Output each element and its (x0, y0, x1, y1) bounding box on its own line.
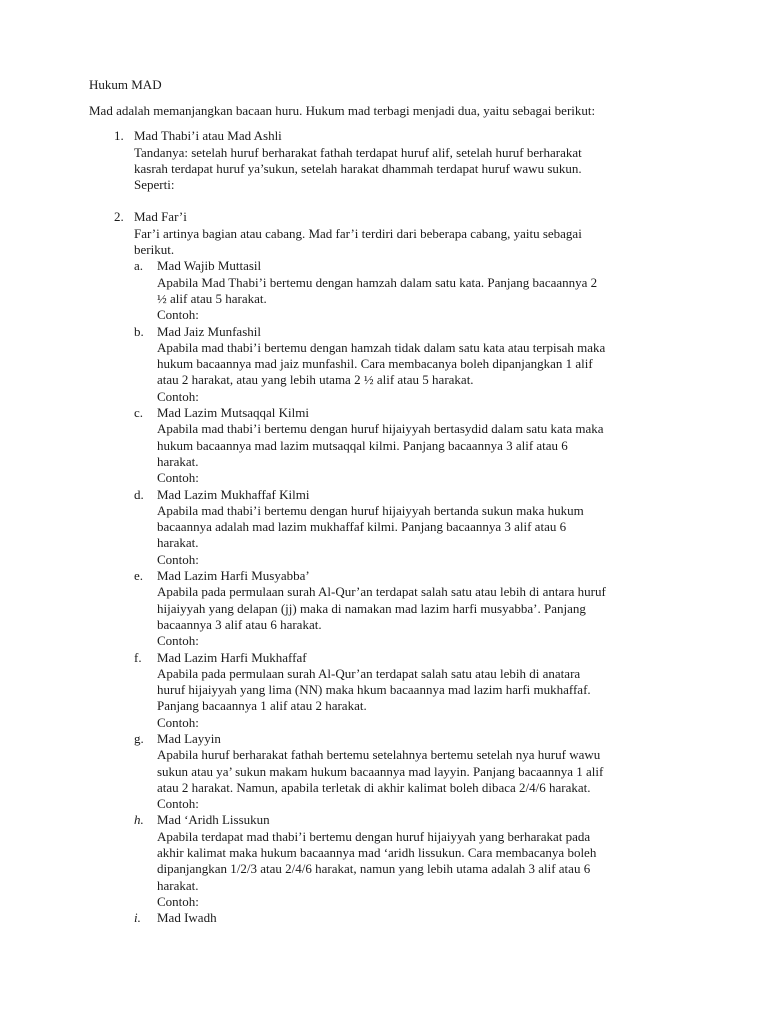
sub-list-item (134, 568, 689, 649)
sub-list-label: h. (134, 812, 144, 828)
document-title: Hukum MAD (89, 77, 162, 92)
sub-heading: Mad Lazim Mukhaffaf Kilmi (157, 486, 310, 502)
paragraph-line: Contoh: (157, 551, 199, 567)
sub-heading: Mad Wajib Muttasil (157, 258, 262, 274)
paragraph-line: Contoh: (157, 388, 199, 404)
list-number: 1. (114, 128, 124, 144)
sub-list-item (134, 324, 689, 405)
paragraph-line: Contoh: (157, 633, 199, 649)
main-list (89, 128, 689, 926)
paragraph-line: Apabila Mad Thabi’i bertemu dengan hamzah dalam satu kata. Panjang bacaannya 2 (157, 274, 598, 290)
paragraph-line: Apabila mad thabi’i bertemu dengan huruf hijaiyyah bertanda sukun maka hukum (157, 502, 584, 518)
list-number: 2. (114, 209, 124, 225)
sub-list-item (134, 487, 689, 568)
sub-list-label: e. (134, 568, 144, 584)
paragraph-line: harakat. (157, 453, 199, 469)
sub-list-item (134, 650, 689, 731)
paragraph-line: Far’i artinya bagian atau cabang. Mad far’i terdiri dari beberapa cabang, yaitu sebagai (134, 225, 582, 241)
sub-list-item (134, 258, 689, 323)
paragraph-line: Contoh: (157, 714, 199, 730)
paragraph-line: Contoh: (157, 796, 199, 812)
sub-list-label: b. (134, 323, 144, 339)
paragraph-line: kasrah terdapat huruf ya’sukun, setelah harakat dhammah terdapat huruf wawu sukun. (134, 160, 582, 176)
paragraph-line: harakat. (157, 535, 199, 551)
paragraph-line: sukun atau ya’ sukun makam hukum bacaannya mad layyin. Panjang bacaannya 1 alif (157, 763, 604, 779)
sub-list-label: i. (134, 910, 141, 926)
sub-list-item (134, 812, 689, 910)
paragraph-line: dipanjangkan 1/2/3 atau 2/4/6 harakat, namun yang lebih utama adalah 3 alif atau 6 (157, 861, 591, 877)
paragraph-line: Apabila pada permulaan surah Al-Qur’an terdapat salah satu atau lebih di anatara (157, 665, 581, 681)
paragraph-line: hijaiyyah yang delapan (jj) maka di namakan mad lazim harfi musyabba’. Panjang (157, 600, 586, 616)
sub-list-label: c. (134, 405, 144, 421)
sub-list-item (134, 731, 689, 812)
paragraph-line: Contoh: (157, 307, 199, 323)
sub-heading: Mad Lazim Mutsaqqal Kilmi (157, 405, 310, 421)
list-item (89, 128, 689, 193)
section-heading: Mad Far’i (134, 209, 187, 225)
sub-heading: Mad Layyin (157, 730, 221, 746)
sub-list-item (134, 405, 689, 486)
paragraph-line: harakat. (157, 877, 199, 893)
paragraph-line: berikut. (134, 242, 175, 258)
paragraph-line: atau 2 harakat, atau yang lebih utama 2 ½ alif atau 5 harakat. (157, 372, 474, 388)
paragraph-line: Apabila terdapat mad thabi’i bertemu dengan huruf hijaiyyah yang berharakat pada (157, 828, 591, 844)
paragraph-line: atau 2 harakat. Namun, apabila terletak di akhir kalimat boleh dibaca 2/4/6 harakat. (157, 779, 591, 795)
document-content (89, 77, 689, 927)
sub-heading: Mad Lazim Harfi Musyabba’ (157, 568, 310, 584)
paragraph-line: Apabila huruf berharakat fathah bertemu setelahnya bertemu setelah nya huruf wawu (157, 747, 601, 763)
paragraph-line: Apabila mad thabi’i bertemu dengan hamzah tidak dalam satu kata atau terpisah maka (157, 339, 606, 355)
paragraph-line: bacaannya adalah mad lazim mukhaffaf kilmi. Panjang bacaannya 3 alif atau 6 (157, 519, 567, 535)
sub-list-label: d. (134, 486, 144, 502)
paragraph-line: Panjang bacaannya 1 alif atau 2 harakat. (157, 698, 367, 714)
paragraph-line: hukum bacaannya mad jaiz munfashil. Cara membacanya boleh dipanjangkan 1 alif (157, 356, 593, 372)
sub-heading: Mad ‘Aridh Lissukun (157, 812, 270, 828)
sub-heading: Mad Lazim Harfi Mukhaffaf (157, 649, 307, 665)
sub-list-label: f. (134, 649, 142, 665)
sub-list (134, 258, 689, 926)
paragraph-line: ½ alif atau 5 harakat. (157, 290, 267, 306)
intro-paragraph: Mad adalah memanjangkan bacaan huru. Hukum mad terbagi menjadi dua, yaitu sebagai berikut: (89, 103, 596, 118)
sub-list-item (134, 910, 689, 926)
sub-heading: Mad Iwadh (157, 910, 217, 926)
paragraph-line: Apabila mad thabi’i bertemu dengan huruf hijaiyyah bertasydid dalam satu kata maka (157, 421, 604, 437)
paragraph-line: Tandanya: setelah huruf berharakat fathah terdapat huruf alif, setelah huruf berharakat (134, 144, 582, 160)
paragraph-line: Contoh: (157, 893, 199, 909)
paragraph-line: akhir kalimat maka hukum bacaannya mad ‘aridh lissukun. Cara membacanya boleh (157, 845, 597, 861)
list-item (89, 209, 689, 926)
sub-list-label: g. (134, 730, 144, 746)
paragraph-line: Apabila pada permulaan surah Al-Qur’an terdapat salah satu atau lebih di antara huruf (157, 584, 606, 600)
sub-heading: Mad Jaiz Munfashil (157, 323, 261, 339)
section-heading: Mad Thabi’i atau Mad Ashli (134, 128, 282, 144)
sub-list-label: a. (134, 258, 144, 274)
paragraph-line: Contoh: (157, 470, 199, 486)
paragraph-line: bacaannya 3 alif atau 6 harakat. (157, 616, 322, 632)
paragraph-line: Seperti: (134, 177, 175, 193)
paragraph-line: hukum bacaannya mad lazim mutsaqqal kilmi. Panjang bacaannya 3 alif atau 6 (157, 437, 568, 453)
paragraph-line: huruf hijaiyyah yang lima (NN) maka hkum bacaannya mad lazim harfi mukhaffaf. (157, 682, 591, 698)
